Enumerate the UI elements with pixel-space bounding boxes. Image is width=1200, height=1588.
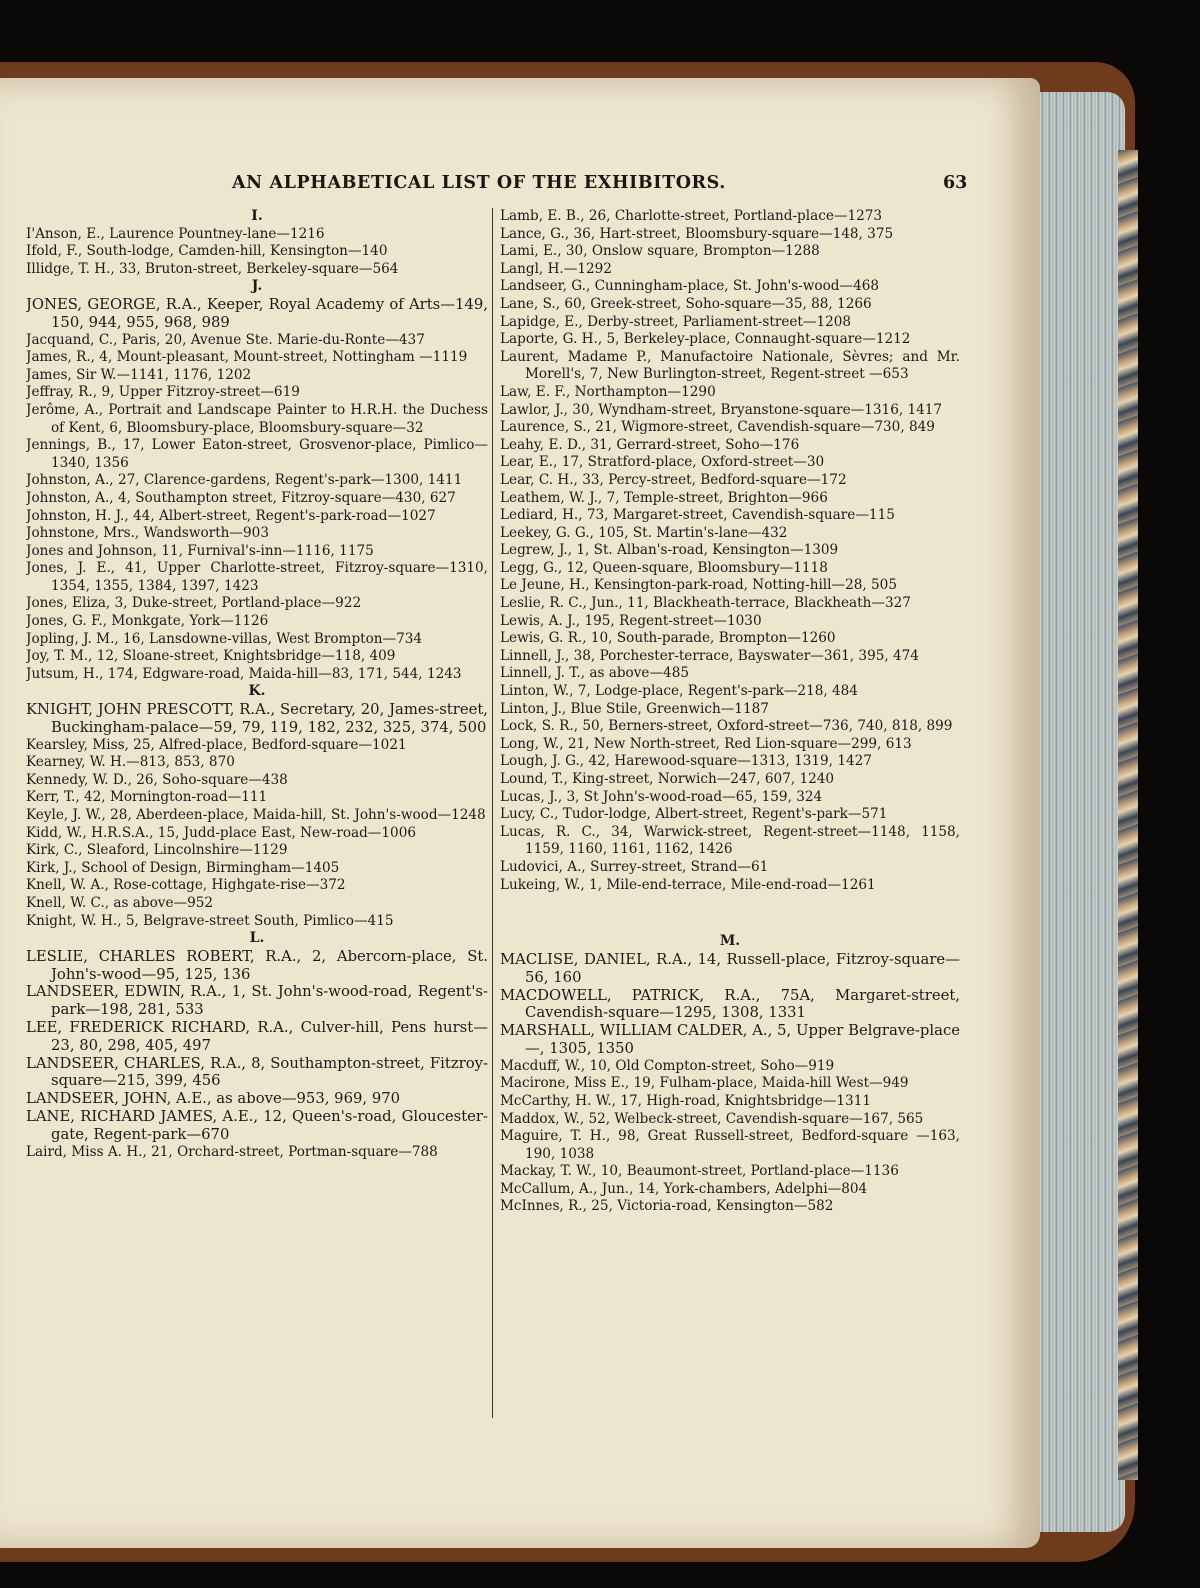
exhibitor-entry: Lough, J. G., 42, Harewood-square—1313, 1319, 1427 — [500, 753, 872, 770]
exhibitor-entry: Lound, T., King-street, Norwich—247, 607, 1240 — [500, 771, 835, 787]
exhibitor-entry: Maddox, W., 52, Welbeck-street, Cavendish-square—167, 565 — [500, 1110, 924, 1127]
exhibitor-entry: Lucas, J., 3, St John's-wood-road—65, 159, 324 — [500, 788, 823, 805]
running-title: AN ALPHABETICAL LIST OF THE EXHIBITORS. — [232, 173, 726, 193]
exhibitor-entry: Lewis, A. J., 195, Regent-street—1030 — [500, 612, 762, 629]
exhibitor-entry: Lock, S. R., 50, Berners-street, Oxford-street—736, 740, 818, 899 — [500, 718, 953, 735]
exhibitor-entry: Johnston, A., 4, Southampton street, Fitzroy-square—430, 627 — [26, 489, 456, 506]
exhibitor-entry: Kidd, W., H.R.S.A., 15, Judd-place East, New-road—1006 — [26, 824, 416, 841]
page-number: 63 — [943, 173, 968, 193]
exhibitor-entry: Lear, E., 17, Stratford-place, Oxford-street—30 — [500, 454, 825, 471]
exhibitor-entry: Mackay, T. W., 10, Beaumont-street, Portland-place—1136 — [500, 1163, 899, 1180]
right-column — [500, 208, 960, 1428]
academician-entry: MACDOWELL, PATRICK, R.A., 75A, Margaret-street, Cavendish-square—1295, 1308, 1331 — [500, 986, 960, 1022]
exhibitor-entry: Linnell, J., 38, Porchester-terrace, Bayswater—361, 395, 474 — [500, 647, 919, 664]
page-header — [0, 173, 1000, 203]
exhibitor-entry: Leslie, R. C., Jun., 11, Blackheath-terrace, Blackheath—327 — [500, 595, 911, 612]
academician-entry: JONES, GEORGE, R.A., Keeper, Royal Academy of Arts—149, 150, 944, 955, 968, 989 — [26, 295, 488, 331]
exhibitor-entry: Ifold, F., South-lodge, Camden-hill, Kensington—140 — [26, 243, 388, 260]
exhibitor-entry: Knell, W. C., as above—952 — [26, 894, 214, 911]
exhibitor-entry: Lucas, R. C., 34, Warwick-street, Regent-street—1148, 1158, 1159, 1160, 1161, 1162, 1426 — [500, 823, 960, 858]
page-edges — [1030, 92, 1125, 1532]
exhibitor-entry: McCarthy, H. W., 17, High-road, Knightsbridge—1311 — [500, 1092, 871, 1109]
exhibitor-entry: Linnell, J. T., as above—485 — [500, 665, 689, 682]
academician-entry: LEE, FREDERICK RICHARD, R.A., Culver-hill, Pens hurst—23, 80, 298, 405, 497 — [26, 1018, 488, 1054]
exhibitor-entry: Jutsum, H., 174, Edgware-road, Maida-hill—83, 171, 544, 1243 — [26, 665, 462, 682]
exhibitor-entry: James, Sir W.—1141, 1176, 1202 — [26, 366, 252, 383]
academician-entry: LESLIE, CHARLES ROBERT, R.A., 2, Abercorn-place, St. John's-wood—95, 125, 136 — [26, 947, 488, 983]
exhibitor-entry: Lukeing, W., 1, Mile-end-terrace, Mile-end-road—1261 — [500, 876, 876, 893]
section-letter: L. — [249, 930, 265, 947]
exhibitor-entry: Laporte, G. H., 5, Berkeley-place, Connaught-square—1212 — [500, 331, 911, 348]
academician-entry: KNIGHT, JOHN PRESCOTT, R.A., Secretary, 20, James-street, Buckingham-palace—59, 79, 119, 182, 232, 325, 374, 500 — [26, 701, 488, 736]
exhibitor-entry: Illidge, T. H., 33, Bruton-street, Berkeley-square—564 — [26, 260, 399, 277]
exhibitor-entry: Lear, C. H., 33, Percy-street, Bedford-square—172 — [500, 471, 847, 488]
column-divider — [492, 208, 493, 1418]
exhibitor-entry: James, R., 4, Mount-pleasant, Mount-street, Nottingham —1119 — [26, 349, 468, 366]
academician-entry: MACLISE, DANIEL, R.A., 14, Russell-place, Fitzroy-square—56, 160 — [500, 950, 960, 986]
exhibitor-entry: Johnston, H. J., 44, Albert-street, Regent's-park-road—1027 — [26, 507, 436, 524]
exhibitor-entry: Lapidge, E., Derby-street, Parliament-street—1208 — [500, 313, 852, 330]
academician-entry: LANDSEER, JOHN, A.E., as above—953, 969, 970 — [26, 1090, 401, 1108]
exhibitor-entry: Kearney, W. H.—813, 853, 870 — [26, 754, 235, 771]
exhibitor-entry: Lance, G., 36, Hart-street, Bloomsbury-square—148, 375 — [500, 225, 894, 242]
exhibitor-entry: Johnstone, Mrs., Wandsworth—903 — [26, 525, 269, 542]
exhibitor-entry: Lami, E., 30, Onslow square, Brompton—1288 — [500, 243, 820, 260]
exhibitor-entry: Lewis, G. R., 10, South-parade, Brompton—1260 — [500, 630, 836, 647]
exhibitor-entry: Jones, Eliza, 3, Duke-street, Portland-place—922 — [26, 595, 362, 612]
left-column — [26, 208, 488, 1428]
exhibitor-entry: Jennings, B., 17, Lower Eaton-street, Grosvenor-place, Pimlico—1340, 1356 — [26, 437, 488, 471]
exhibitor-entry: Lane, S., 60, Greek-street, Soho-square—35, 88, 1266 — [500, 295, 872, 312]
exhibitor-entry: Legg, G., 12, Queen-square, Bloomsbury—1118 — [500, 559, 828, 576]
exhibitor-entry: Laird, Miss A. H., 21, Orchard-street, Portman-square—788 — [26, 1143, 438, 1160]
exhibitor-entry: Kirk, C., Sleaford, Lincolnshire—1129 — [26, 842, 288, 859]
exhibitor-entry: Law, E. F., Northampton—1290 — [500, 383, 716, 400]
exhibitor-entry: Leahy, E. D., 31, Gerrard-street, Soho—176 — [500, 436, 800, 453]
exhibitor-entry: Lamb, E. B., 26, Charlotte-street, Portland-place—1273 — [500, 208, 883, 224]
academician-entry: MARSHALL, WILLIAM CALDER, A., 5, Upper Belgrave-place—, 1305, 1350 — [500, 1022, 960, 1057]
exhibitor-entry: Jones, J. E., 41, Upper Charlotte-street, Fitzroy-square—1310, 1354, 1355, 1384, 1397, 1423 — [26, 560, 488, 594]
exhibitor-entry: Long, W., 21, New North-street, Red Lion-square—299, 613 — [500, 735, 912, 752]
exhibitor-entry: McCallum, A., Jun., 14, York-chambers, Adelphi—804 — [500, 1180, 868, 1197]
exhibitor-entry: Ludovici, A., Surrey-street, Strand—61 — [500, 858, 769, 875]
exhibitor-entry: Le Jeune, H., Kensington-park-road, Notting-hill—28, 505 — [500, 577, 897, 594]
section-letter: I. — [251, 208, 263, 224]
exhibitor-entry: Knell, W. A., Rose-cottage, Highgate-rise—372 — [26, 877, 346, 894]
exhibitor-entry: Leekey, G. G., 105, St. Martin's-lane—432 — [500, 524, 788, 541]
exhibitor-entry: Jacquand, C., Paris, 20, Avenue Ste. Marie-du-Ronte—437 — [26, 331, 425, 348]
section-letter: J. — [251, 278, 263, 295]
exhibitor-entry: Johnston, A., 27, Clarence-gardens, Regent's-park—1300, 1411 — [26, 472, 463, 489]
exhibitor-entry: Jerôme, A., Portrait and Landscape Painter to H.R.H. the Duchess of Kent, 6, Bloomsbury-place, Bloomsbury-square—32 — [26, 401, 488, 436]
exhibitor-entry: Linton, W., 7, Lodge-place, Regent's-park—218, 484 — [500, 683, 858, 700]
exhibitor-entry: Landseer, G., Cunningham-place, St. John's-wood—468 — [500, 278, 880, 295]
academician-entry: LANDSEER, CHARLES, R.A., 8, Southampton-street, Fitzroy-square—215, 399, 456 — [26, 1054, 488, 1090]
exhibitor-entry: McInnes, R., 25, Victoria-road, Kensington—582 — [500, 1198, 834, 1215]
exhibitor-entry: Kirk, J., School of Design, Birmingham—1405 — [26, 859, 340, 876]
exhibitor-entry: Keyle, J. W., 28, Aberdeen-place, Maida-hill, St. John's-wood—1248 — [26, 807, 486, 823]
exhibitor-entry: I'Anson, E., Laurence Pountney-lane—1216 — [26, 225, 325, 242]
exhibitor-entry: Kerr, T., 42, Mornington-road—111 — [26, 789, 268, 806]
academician-entry: LANE, RICHARD JAMES, A.E., 12, Queen's-road, Gloucester-gate, Regent-park—670 — [26, 1107, 488, 1143]
exhibitor-entry: Macirone, Miss E., 19, Fulham-place, Maida-hill West—949 — [500, 1075, 909, 1092]
exhibitor-entry: Legrew, J., 1, St. Alban's-road, Kensington—1309 — [500, 542, 839, 559]
exhibitor-entry: Lawlor, J., 30, Wyndham-street, Bryanstone-square—1316, 1417 — [500, 401, 943, 418]
exhibitor-entry: Leathem, W. J., 7, Temple-street, Brighton—966 — [500, 489, 828, 506]
exhibitor-entry: Jones, G. F., Monkgate, York—1126 — [26, 613, 269, 630]
exhibitor-entry: Kennedy, W. D., 26, Soho-square—438 — [26, 771, 288, 788]
exhibitor-entry: Jones and Johnson, 11, Furnival's-inn—1116, 1175 — [26, 542, 374, 559]
exhibitor-entry: Kearsley, Miss, 25, Alfred-place, Bedford-square—1021 — [26, 736, 407, 753]
exhibitor-entry: Jopling, J. M., 16, Lansdowne-villas, West Brompton—734 — [26, 630, 423, 647]
exhibitor-entry: Laurent, Madame P., Manufactoire Nationale, Sèvres; and Mr. Morell's, 7, New Burlington-street, Regent-street —653 — [500, 348, 960, 383]
exhibitor-entry: Lucy, C., Tudor-lodge, Albert-street, Regent's-park—571 — [500, 806, 888, 823]
exhibitor-entry: Langl, H.—1292 — [500, 260, 612, 277]
marbled-edge — [1118, 150, 1138, 1480]
exhibitor-entry: Linton, J., Blue Stile, Greenwich—1187 — [500, 700, 769, 717]
exhibitor-entry: Knight, W. H., 5, Belgrave-street South, Pimlico—415 — [26, 912, 394, 929]
section-letter: M. — [719, 933, 741, 950]
section-letter: K. — [248, 683, 266, 700]
academician-entry: LANDSEER, EDWIN, R.A., 1, St. John's-wood-road, Regent's-park—198, 281, 533 — [26, 983, 488, 1019]
exhibitor-entry: Joy, T. M., 12, Sloane-street, Knightsbridge—118, 409 — [26, 648, 396, 665]
exhibitor-entry: Macduff, W., 10, Old Compton-street, Soho—919 — [500, 1057, 835, 1074]
exhibitor-entry: Lediard, H., 73, Margaret-street, Cavendish-square—115 — [500, 507, 895, 524]
exhibitor-entry: Jeffray, R., 9, Upper Fitzroy-street—619 — [26, 384, 300, 401]
spacer — [500, 908, 960, 920]
exhibitor-entry: Laurence, S., 21, Wigmore-street, Cavendish-square—730, 849 — [500, 419, 935, 436]
exhibitor-entry: Maguire, T. H., 98, Great Russell-street, Bedford-square —163, 190, 1038 — [500, 1128, 960, 1162]
